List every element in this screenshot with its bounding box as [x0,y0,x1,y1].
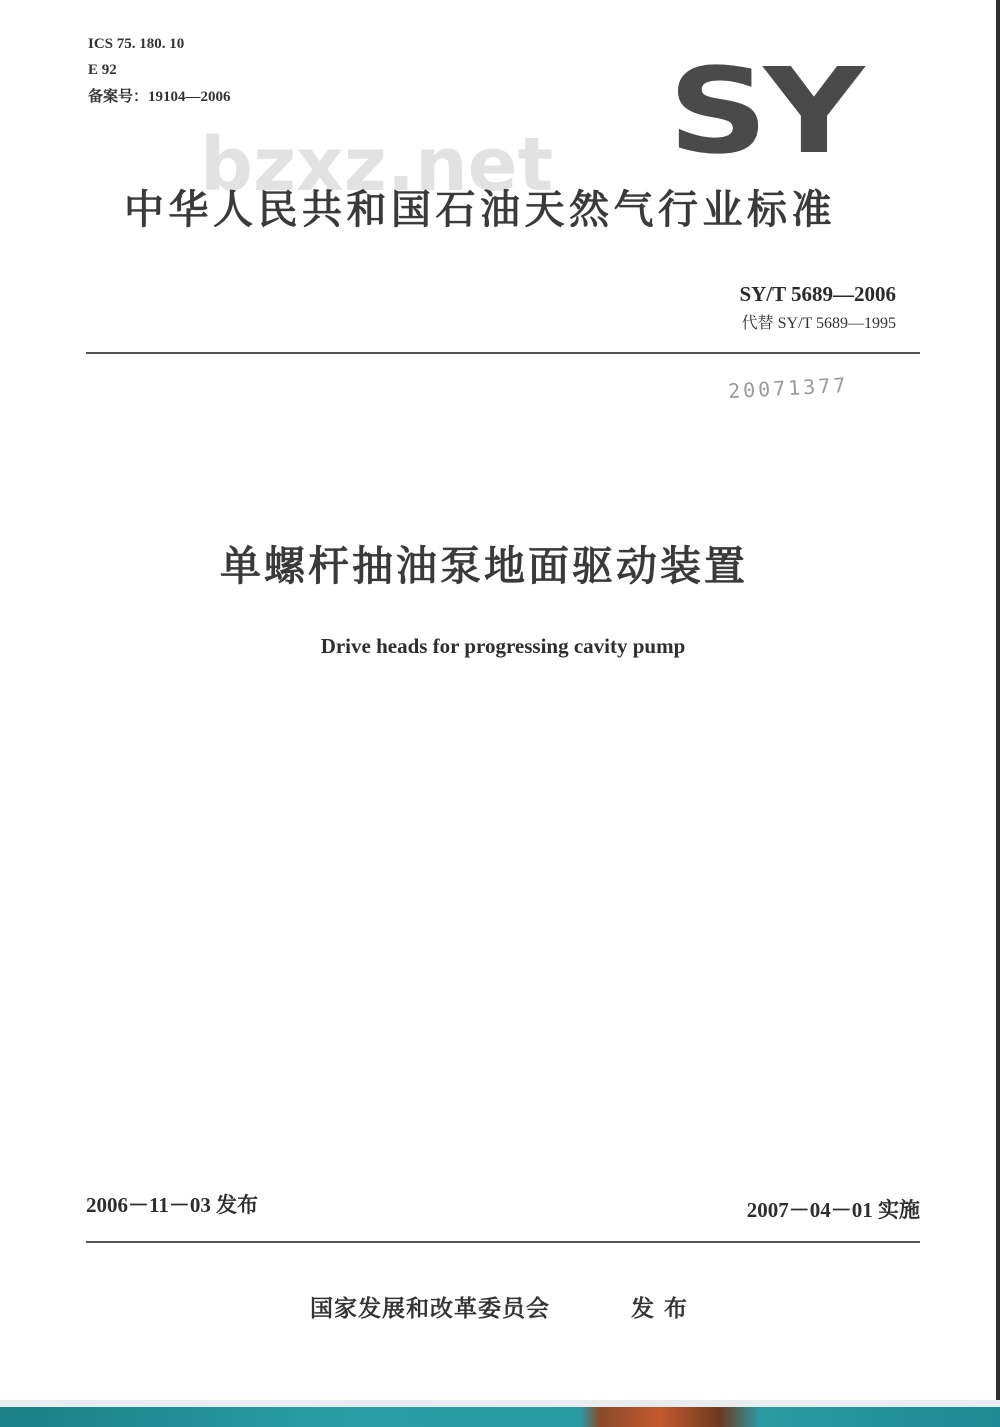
site-watermark: bzxz.net [200,122,554,208]
document-title-chinese: 单螺杆抽油泵地面驱动装置 [220,542,748,590]
record-number: 备案号：19104—2006 [88,89,231,105]
top-divider [86,352,920,354]
sy-logo: SY [668,42,860,180]
next-page-strip [0,1407,1000,1427]
replaces-standard: 代替 SY/T 5689—1995 [741,315,896,332]
publish-label: 发布 [631,1296,697,1322]
bottom-divider [86,1241,920,1243]
page-edge-shadow [996,0,1000,1400]
bottom-gap [0,1400,1000,1407]
classification-code: E 92 [88,62,117,78]
organization-title: 中华人民共和国石油天然气行业标准 [124,187,836,233]
ics-code: ICS 75. 180. 10 [88,36,185,52]
document-title-english: Drive heads for progressing cavity pump [320,634,686,658]
publisher-name: 国家发展和改革委员会 [310,1296,550,1322]
issue-date: 2006－11－03 发布 [86,1193,259,1217]
standard-code: SY/T 5689—2006 [739,282,896,306]
stamp-number: 20071377 [727,372,849,404]
implementation-date: 2007－04－01 实施 [746,1198,920,1222]
